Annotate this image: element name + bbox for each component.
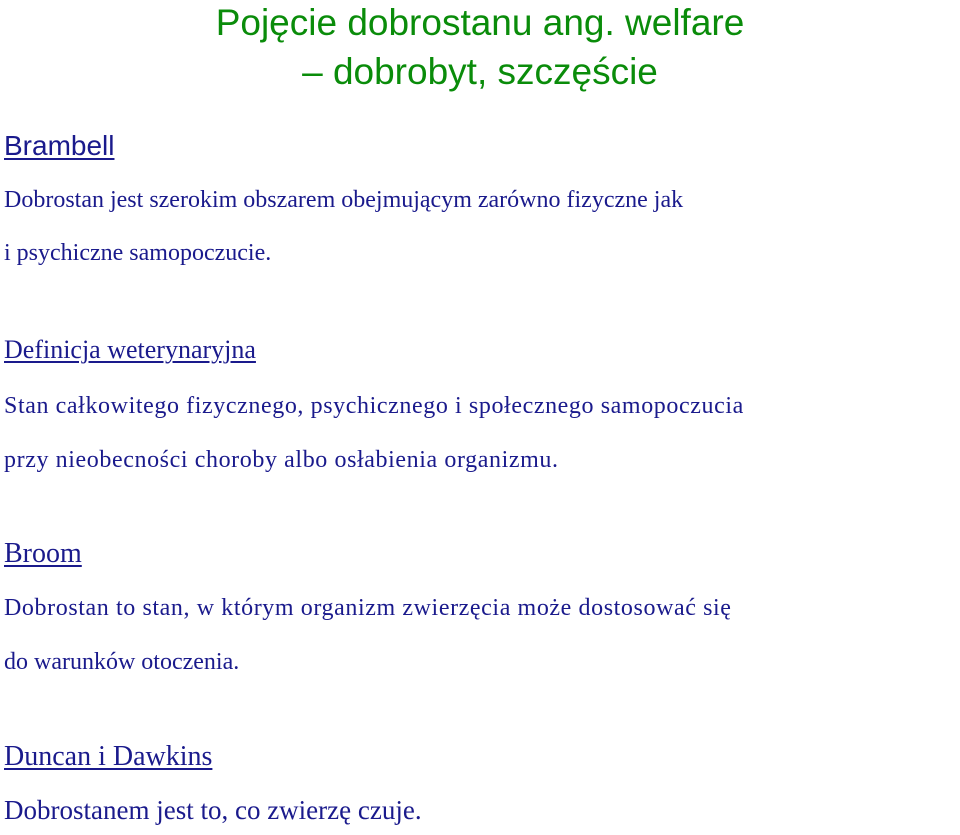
definicja-line-2: przy nieobecności choroby albo osłabienia organizmu. (4, 447, 559, 473)
brambell-line-2: i psychiczne samopoczucie. (4, 240, 272, 266)
title-line-2: – dobrobyt, szczęście (302, 51, 658, 92)
heading-broom: Broom (4, 538, 82, 569)
broom-line-2: do warunków otoczenia. (4, 649, 240, 675)
duncan-line-1: Dobrostanem jest to, co zwierzę czuje. (4, 795, 422, 825)
heading-definicja-weterynaryjna: Definicja weterynaryjna (4, 335, 256, 364)
title-line-1: Pojęcie dobrostanu ang. welfare (215, 2, 745, 43)
definicja-line-1: Stan całkowitego fizycznego, psychicznego i społecznego samopoczucia (4, 393, 744, 419)
broom-line-1: Dobrostan to stan, w którym organizm zwierzęcia może dostosować się (4, 595, 732, 621)
brambell-line-1: Dobrostan jest szerokim obszarem obejmującym zarówno fizyczne jak (4, 187, 684, 213)
heading-duncan-i-dawkins: Duncan i Dawkins (4, 741, 213, 772)
heading-brambell: Brambell (4, 130, 115, 161)
